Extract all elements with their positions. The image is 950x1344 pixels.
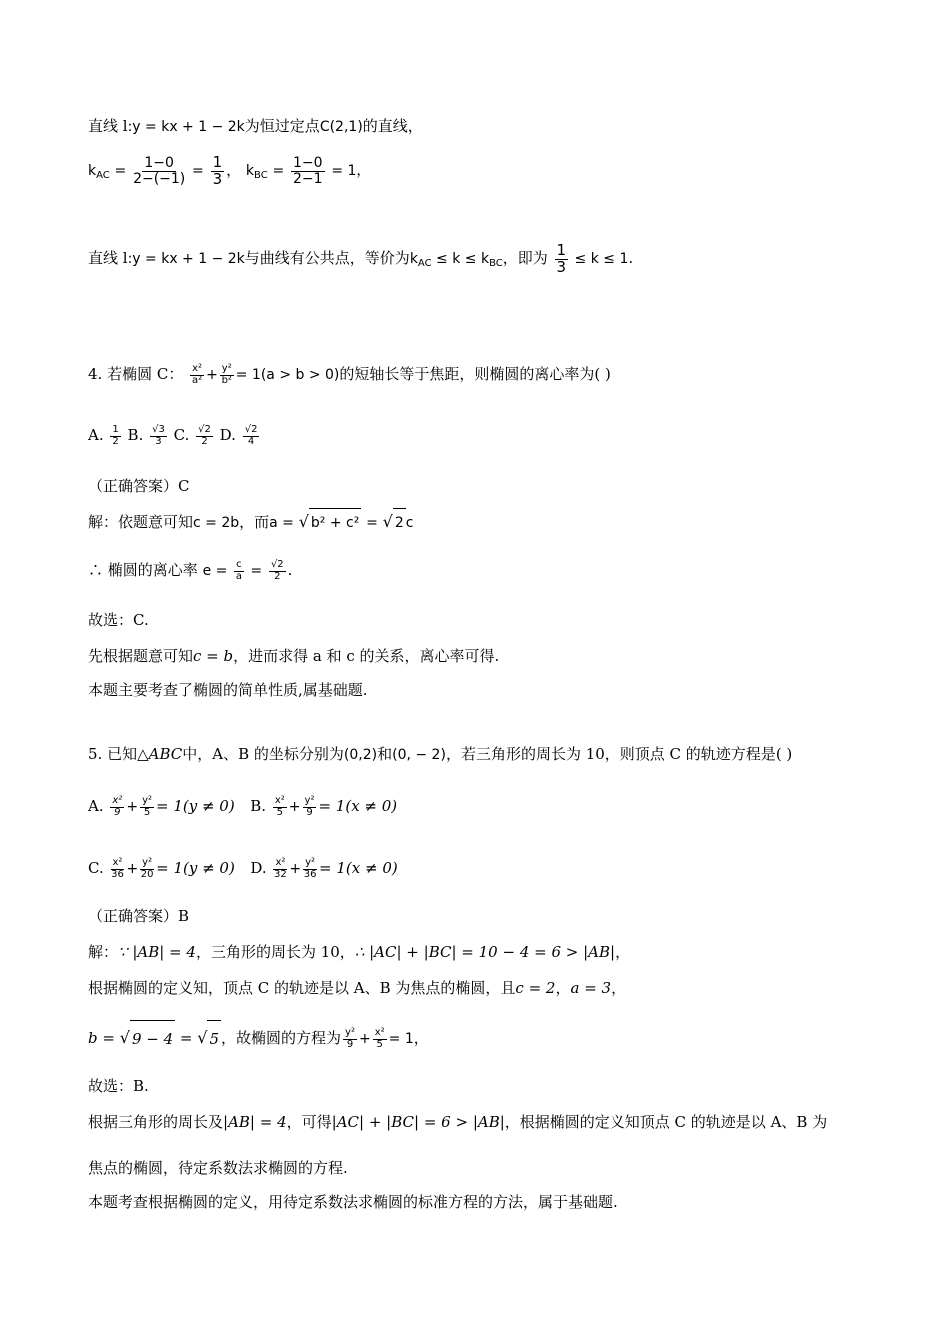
text: 先根据题意可知 — [88, 647, 194, 665]
plus: + — [358, 1031, 371, 1047]
q4-solution-1 — [88, 508, 413, 537]
plus: + — [126, 861, 139, 877]
fraction: $\frac{c}{a}$ — [235, 559, 242, 582]
text: 根据椭圆的定义知，顶点 C 的轨迹是以 A、B 为焦点的椭圆，且 — [88, 979, 516, 997]
q5-solution-4: 故选：B. — [88, 1077, 149, 1095]
q5-solution-7: 本题考查根据椭圆的定义，用待定系数法求椭圆的标准方程的方法，属于基础题. — [88, 1193, 618, 1211]
point: (0, − 2) — [392, 747, 446, 763]
text: ∴ 椭圆的离心率 — [88, 561, 198, 579]
equation: ∴ |AC| + |BC| = 10 − 4 = 6 > |AB| — [354, 943, 616, 961]
equation: c = 2b — [193, 515, 240, 531]
q4-solution-5: 本题主要考查了椭圆的简单性质,属基础题. — [88, 681, 368, 699]
text: 的短轴长等于焦距，则椭圆的离心率为 — [339, 365, 595, 383]
q5-solution-1 — [88, 940, 630, 964]
equation: ∵ |AB| = 4 — [118, 943, 196, 961]
fraction: $\frac{\text{x²}}{32}$ — [274, 857, 287, 880]
sqrt: √ 2 — [383, 508, 406, 537]
equals: = — [250, 563, 263, 579]
q4-solution-3: 故选：C. — [88, 611, 149, 629]
q5-options-ab — [88, 786, 397, 827]
option-a-tail: = 1(y ≠ 0) — [156, 797, 235, 815]
text: ，三角形的周长为 10， — [195, 943, 355, 961]
fraction: $\frac{\text{y²}}{5}$ — [142, 795, 152, 818]
fraction: $\frac{\text{y²}}{36}$ — [303, 857, 317, 880]
text: 根据三角形的周长及 — [88, 1113, 224, 1131]
question-4 — [88, 356, 611, 393]
slopes-line — [88, 150, 370, 196]
text: 与曲线有公共点，等价为 — [244, 249, 410, 267]
k-ac: $k_{AC}$ — [88, 163, 110, 181]
text: 直线 l — [88, 117, 128, 135]
option-b-label: B. — [127, 426, 144, 444]
text: ，故椭圆的方程为 — [221, 1029, 342, 1047]
option-a-label: A. — [88, 797, 104, 815]
plus: + — [289, 861, 302, 877]
text: 已知 — [107, 745, 138, 763]
plus: + — [288, 799, 301, 815]
text: ，若三角形的周长为 10，则顶点 C 的轨迹方程是 — [445, 745, 776, 763]
fraction: $\frac{\text{x²}}{5}$ — [374, 1027, 385, 1050]
fraction: $\frac{\text{x²}}{5}$ — [274, 795, 285, 818]
var: c — [405, 515, 414, 531]
option-c-label: C. — [88, 859, 104, 877]
q4-solution-4 — [88, 644, 499, 668]
fraction: $\frac{\text{x²}}{36}$ — [111, 857, 124, 880]
equation: |AB| = 4 — [223, 1113, 287, 1131]
answer-paren: ( ) — [775, 745, 793, 763]
equals: = — [114, 163, 127, 179]
answer-paren: ( ) — [594, 365, 611, 383]
option-d: $\frac{√2}{4}$ — [244, 424, 258, 447]
sqrt: √ 9 − 4 — [120, 1020, 175, 1057]
fraction: $\frac{1}{3}$ — [212, 152, 223, 188]
equation: :y = kx + 1 − 2k — [127, 251, 245, 267]
plus: + — [206, 367, 218, 383]
text: ， — [611, 979, 627, 997]
text: 的直线， — [362, 117, 423, 135]
equation: c = b — [193, 647, 234, 665]
text: 若椭圆 C： — [107, 365, 184, 383]
text: ，而 — [239, 513, 270, 531]
option-d-label: D. — [250, 859, 267, 877]
point: C(2,1) — [319, 119, 363, 135]
q5-solution-6: 焦点的椭圆，待定系数法求椭圆的方程. — [88, 1159, 348, 1177]
option-a-label: A. — [88, 426, 104, 444]
text: ， — [615, 943, 631, 961]
comma: ， — [413, 1029, 429, 1047]
inequality: ≤ k ≤ 1 — [570, 251, 629, 267]
equation: c = 2 — [515, 979, 556, 997]
equation: e = — [202, 563, 228, 579]
fraction: $\frac{\text{y²}}{9}$ — [345, 1027, 355, 1050]
q4-answer: （正确答案）C — [88, 477, 190, 495]
text: 直线 l — [88, 249, 128, 267]
q4-options — [88, 418, 261, 452]
q5-solution-5 — [88, 1110, 827, 1134]
line-3 — [88, 238, 633, 284]
equation: a = — [269, 515, 294, 531]
q4-solution-2 — [88, 552, 292, 589]
option-d-tail: = 1(x ≠ 0) — [319, 859, 398, 877]
equals: = — [192, 163, 204, 179]
fraction: $\frac{\text{y²}}{20}$ — [140, 857, 154, 880]
option-c: $\frac{√2}{2}$ — [198, 424, 211, 447]
q5-solution-2 — [88, 976, 626, 1000]
text: ，可得 — [286, 1113, 332, 1131]
fraction: $\frac{\text{y²}}{9}$ — [304, 795, 315, 818]
q5-solution-3 — [88, 1020, 429, 1057]
k-bc: $k_{BC}$ — [245, 163, 268, 181]
equals: = — [179, 1029, 193, 1047]
sqrt: √ b² + c² — [299, 508, 362, 537]
result: = 1， — [331, 163, 371, 179]
point: (0,2) — [343, 747, 378, 763]
equals: = — [272, 163, 285, 179]
fraction: $\frac{√2}{2}$ — [270, 559, 284, 582]
text: 和 — [377, 745, 393, 763]
option-b-label: B. — [250, 797, 267, 815]
text: ，即为 — [502, 249, 548, 267]
fraction: $\frac{1}{3}$ — [556, 240, 567, 276]
equation: |AC| + |BC| = 6 > |AB| — [331, 1113, 505, 1131]
line-1 — [88, 116, 423, 137]
option-a: $\frac{1}{2}$ — [112, 424, 119, 447]
equation: :y = kx + 1 − 2k — [127, 119, 245, 135]
equation: = 1 — [388, 1031, 414, 1047]
equation: b = — [88, 1029, 115, 1047]
question-5 — [88, 742, 792, 767]
fraction: $\frac{1-0}{2-1}$ — [292, 154, 323, 187]
period: . — [287, 561, 293, 579]
fraction: $\frac{1-0}{2-(-1)}$ — [133, 154, 186, 187]
equation: = 1(a > b > 0) — [235, 367, 340, 383]
text: ，进而求得 a 和 c 的关系，离心率可得. — [233, 647, 500, 665]
option-c-label: C. — [173, 426, 190, 444]
plus: + — [126, 799, 139, 815]
text: 中，A、B 的坐标分别为 — [182, 745, 344, 763]
text: ， — [555, 979, 571, 997]
q5-answer: （正确答案）B — [88, 907, 190, 925]
fraction: $\frac{\text{x²}}{9}$ — [112, 795, 123, 818]
sqrt: √ 5 — [197, 1020, 221, 1057]
text: 解： — [88, 943, 119, 961]
text: 解：依题意可知 — [88, 513, 194, 531]
question-number: 4. — [88, 365, 103, 383]
option-b-tail: = 1(x ≠ 0) — [318, 797, 398, 815]
option-d-label: D. — [219, 426, 236, 444]
period: . — [628, 249, 634, 267]
question-number: 5. — [88, 745, 103, 763]
equals: = — [366, 515, 378, 531]
inequality: $k_{AC} \le k \le k_{BC}$ — [409, 251, 503, 269]
comma: ， — [226, 161, 242, 179]
q5-options-cd — [88, 848, 398, 889]
text: ，根据椭圆的定义知顶点 C 的轨迹是以 A、B 为 — [504, 1113, 828, 1131]
option-b: $\frac{√3}{3}$ — [152, 424, 165, 447]
fraction: $\frac{\text{x²}}{\text{a²}}$ — [192, 363, 203, 386]
option-c-tail: = 1(y ≠ 0) — [156, 859, 235, 877]
equation: a = 3 — [570, 979, 612, 997]
triangle: △ABC — [137, 745, 183, 763]
text: 为恒过定点 — [244, 117, 320, 135]
fraction: $\frac{\text{y²}}{\text{b²}}$ — [221, 363, 232, 386]
